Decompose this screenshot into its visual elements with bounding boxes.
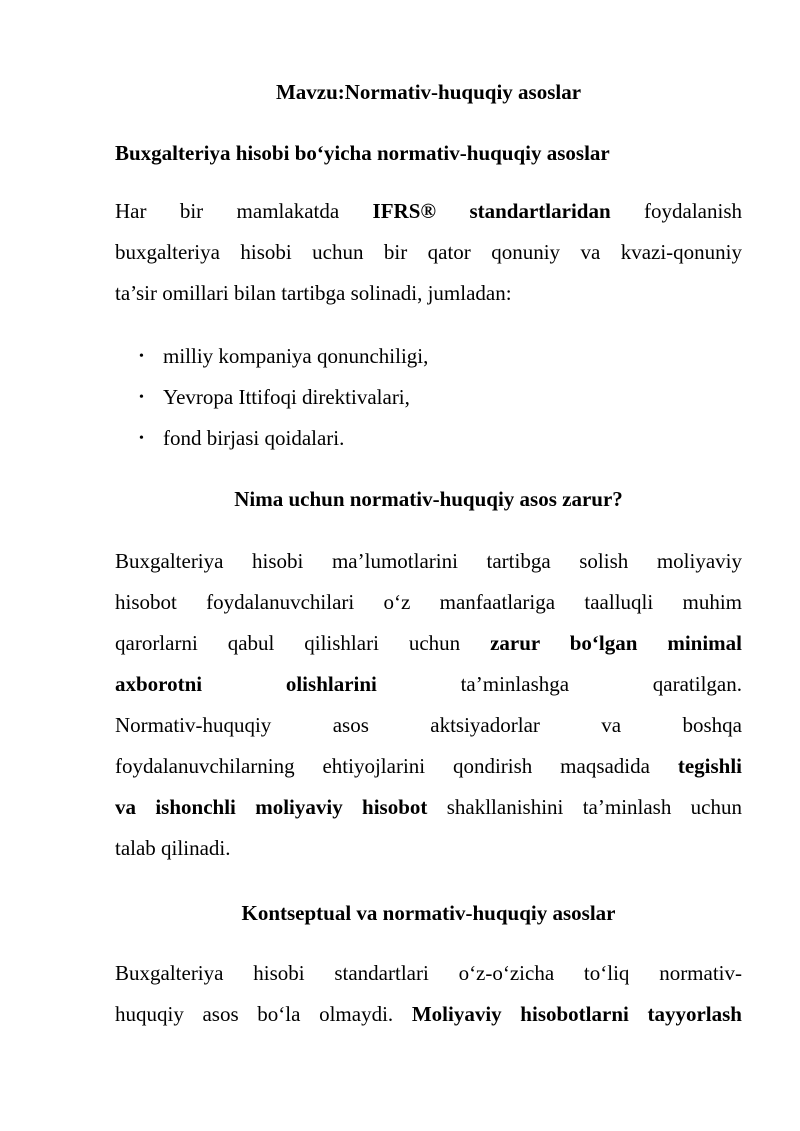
paragraph-line: huquqiy asos bo‘la olmaydi. Moliyaviy hisobotlarni tayyorlash (115, 1002, 742, 1026)
bold-receive-info: axborotni olishlarini (115, 672, 377, 696)
list-item: • Yevropa Ittifoqi direktivalari, (115, 377, 742, 418)
bold-reliable-reporting: va ishonchli moliyaviy hisobot (115, 795, 428, 819)
bold-minimal-info: zarur bo‘lgan minimal (490, 631, 742, 655)
paragraph-line: Har bir mamlakatda IFRS® standartlaridan foydalanish (115, 199, 742, 223)
regulation-list (115, 336, 742, 459)
paragraph-line: va ishonchli moliyaviy hisobot shakllanishini ta’minlash uchun (115, 795, 743, 819)
paragraph-conceptual (115, 953, 742, 1035)
section-heading-why-needed: Nima uchun normativ-huquqiy asos zarur? (234, 487, 623, 511)
section-heading-legal-basis: Buxgalteriya hisobi bo‘yicha normativ-huquqiy asoslar (115, 141, 610, 165)
paragraph-line: hisobot foydalanuvchilari o‘z manfaatlariga taalluqli muhim (115, 590, 742, 614)
paragraph-line: foydalanuvchilarning ehtiyojlarini qondirish maqsadida tegishli (115, 754, 742, 778)
list-item: • milliy kompaniya qonunchiligi, (115, 336, 742, 377)
paragraph-line: buxgalteriya hisobi uchun bir qator qonuniy va kvazi-qonuniy (115, 240, 742, 264)
paragraph-line: Normativ-huquqiy asos aktsiyadorlar va boshqa (115, 713, 742, 737)
paragraph-line: qarorlarni qabul qilishlari uchun zarur bo‘lgan minimal (115, 631, 742, 655)
bullet-icon: • (139, 349, 144, 364)
paragraph-line: Buxgalteriya hisobi ma’lumotlarini tartibga solish moliyaviy (115, 549, 742, 573)
paragraph-ifrs-regulation (115, 191, 742, 314)
bold-prepare-statements: Moliyaviy hisobotlarni tayyorlash (411, 1002, 742, 1026)
paragraph-line: talab qilinadi. (115, 836, 231, 860)
paragraph-why-needed (115, 541, 742, 869)
page-title: Mavzu:Normativ-huquqiy asoslar (275, 80, 582, 104)
list-item: • fond birjasi qoidalari. (115, 418, 742, 459)
bold-relevant: tegishli (677, 754, 742, 778)
paragraph-line: Buxgalteriya hisobi standartlari o‘z-o‘zicha to‘liq normativ- (115, 961, 742, 985)
paragraph-line: axborotni olishlarini ta’minlashga qaratilgan. (115, 672, 742, 696)
paragraph-line: ta’sir omillari bilan tartibga solinadi, jumladan: (115, 281, 512, 305)
bullet-icon: • (139, 431, 144, 446)
section-heading-conceptual: Kontseptual va normativ-huquqiy asoslar (241, 901, 616, 925)
bold-ifrs-standards: IFRS® standartlaridan (372, 199, 611, 223)
bullet-icon: • (139, 390, 144, 405)
